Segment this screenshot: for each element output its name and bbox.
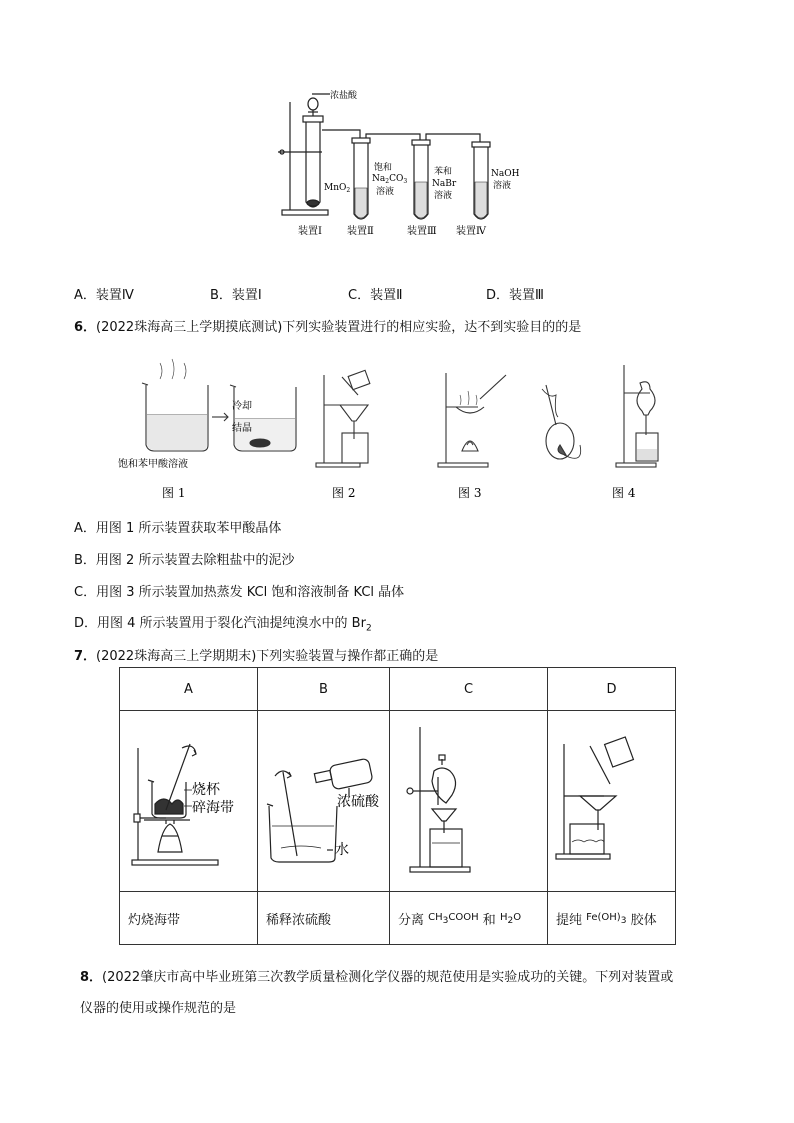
q7-image-d [548,711,676,892]
svg-text:装置Ⅰ: 装置Ⅰ [298,226,322,237]
q7-caption-a: 灼烧海带 [120,892,258,945]
svg-text:装置Ⅱ: 装置Ⅱ [347,226,374,237]
q6-figures [110,355,710,505]
svg-text:饱和: 饱和 [374,163,393,173]
q7-header-c: C [390,668,548,711]
svg-text:NaBr: NaBr [432,179,457,189]
svg-text:溶液: 溶液 [376,187,395,197]
q8-stem-line1: 8．(2022肇庆市高中毕业班第三次教学质量检测化学仪器的规范使用是实验成功的关键。下列对装置或 [80,970,674,985]
label-acid: 浓盐酸 [330,91,358,101]
q5-option-c[interactable]: C．装置Ⅱ [348,288,403,303]
svg-text:Na2CO3: $Na_2CO_3$ [372,174,408,185]
svg-text:结晶: 结晶 [232,423,252,434]
svg-text:图 2: 图 2 [332,486,356,500]
q6-option-b[interactable]: B．用图 2 所示装置去除粗盐中的泥沙 [74,553,295,568]
svg-text:饱和苯甲酸溶液: 饱和苯甲酸溶液 [118,459,188,470]
q8-number: 8． [80,970,103,985]
q7-number: 7． [74,649,97,664]
q7-stem: 7．(2022珠海高三上学期期末)下列实验装置与操作都正确的是 [74,649,439,664]
q7-caption-c: 分离 $^{CH_3COOH}$ 和 $^{H_2O}$ [390,892,548,945]
q7-image-a [120,711,258,892]
q6-option-c[interactable]: C．用图 3 所示装置加热蒸发 KCl 饱和溶液制备 KCl 晶体 [74,585,405,600]
q5-option-b[interactable]: B．装置Ⅰ [210,288,262,303]
q8-stem-line2: 仪器的使用或操作规范的是 [80,1001,237,1016]
label-water: 水 [334,842,349,858]
svg-text:苯和: 苯和 [434,167,453,177]
q5-option-a[interactable]: A．装置Ⅳ [74,288,134,303]
q5-apparatus-figure [270,90,530,240]
q6-option-a[interactable]: A．用图 1 所示装置获取苯甲酸晶体 [74,521,282,536]
svg-text:NaOH: NaOH [491,169,520,179]
svg-text:图 1: 图 1 [162,486,186,500]
svg-text:图 4: 图 4 [612,486,636,500]
svg-text:溶液: 溶液 [434,191,453,201]
q5-option-d[interactable]: D．装置Ⅲ [486,288,544,303]
svg-text:装置Ⅳ: 装置Ⅳ [456,226,486,237]
q7-header-a: A [120,668,258,711]
q7-caption-b: 稀释浓硫酸 [258,892,390,945]
q7-header-b: B [258,668,390,711]
svg-text:装置Ⅲ: 装置Ⅲ [407,226,437,237]
label-beaker: 烧杯 [191,782,220,798]
q7-header-d: D [548,668,676,711]
q6-option-d[interactable]: D．用图 4 所示装置用于裂化汽油提纯溴水中的 $Br_2$ [74,616,372,634]
q7-image-c [390,711,548,892]
label-kelp: 碎海带 [191,800,234,816]
label-conc-acid: 浓硫酸 [336,794,379,810]
svg-text:图 3: 图 3 [458,486,482,500]
svg-text:MnO2: MnO$_2$ [324,183,351,194]
svg-text:溶液: 溶液 [493,181,512,191]
q7-caption-d: 提纯 $^{Fe(OH)_3}$ 胶体 [548,892,676,945]
q7-image-b [258,711,390,892]
q6-number: 6． [74,320,97,335]
svg-text:冷却: 冷却 [232,401,252,412]
q6-stem: 6．(2022珠海高三上学期摸底测试)下列实验装置进行的相应实验，达不到实验目的的是 [74,320,582,335]
q7-options-table [119,667,676,945]
